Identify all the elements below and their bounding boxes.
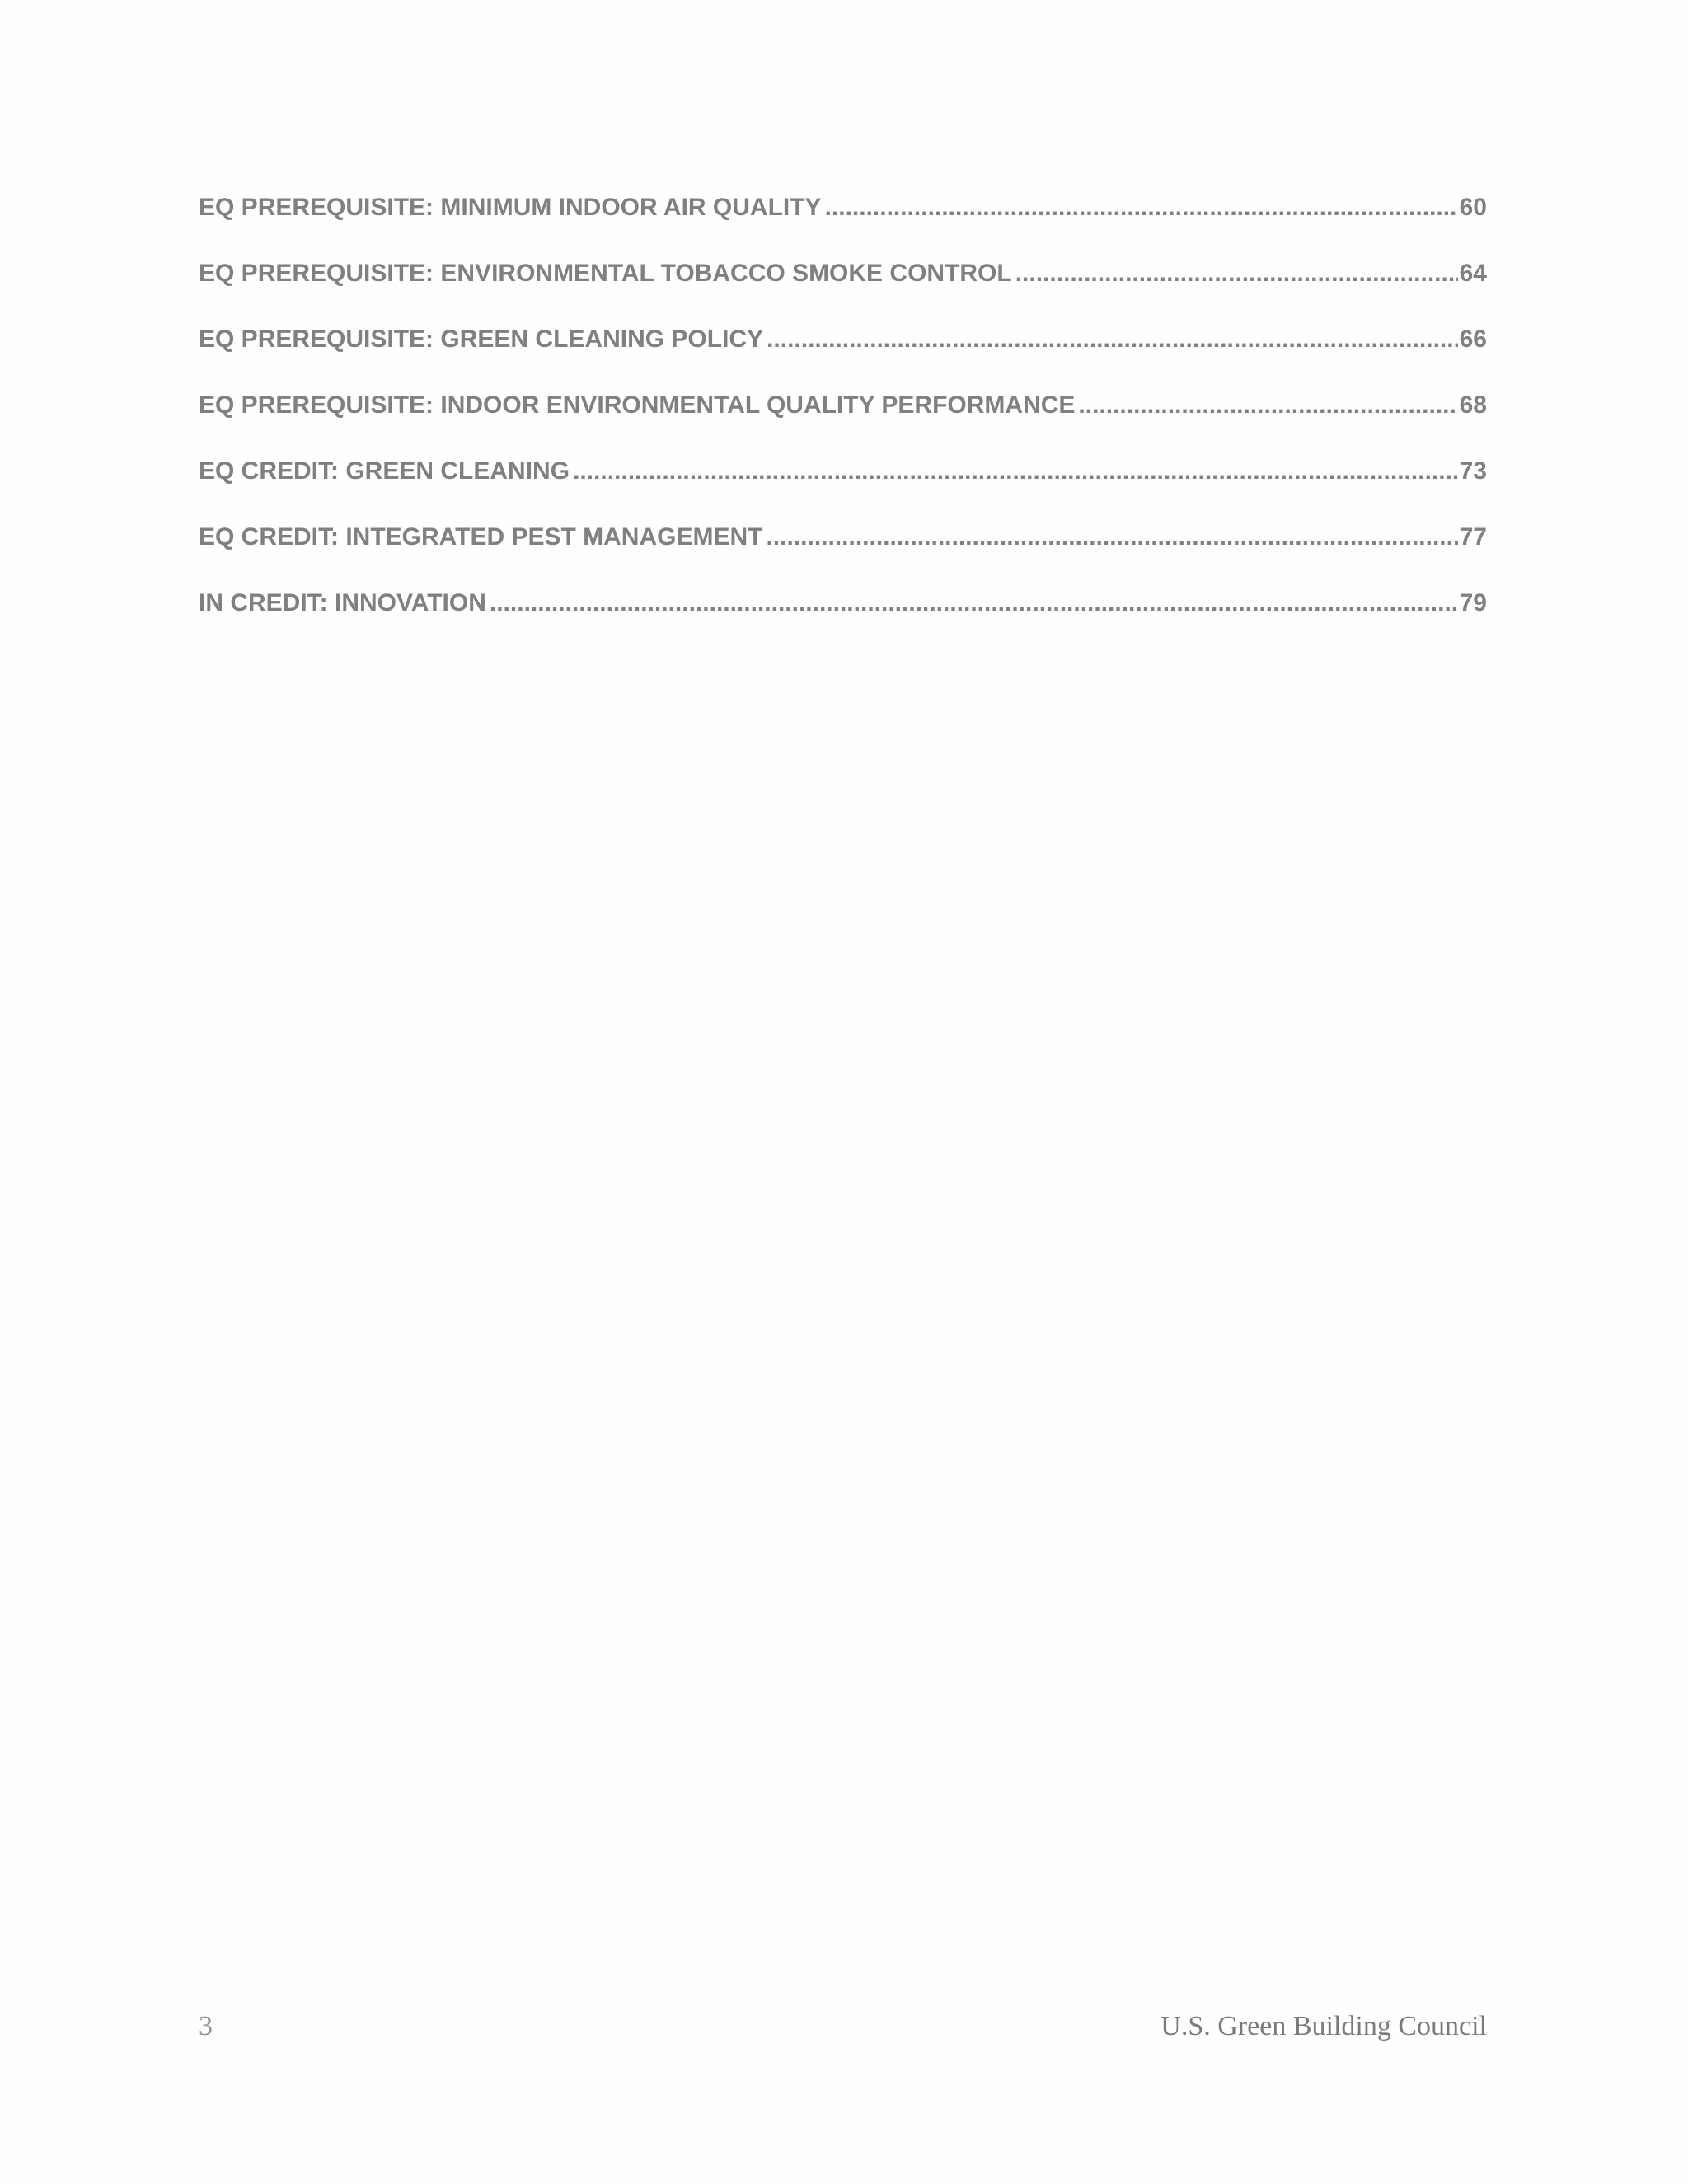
toc-entry-page: 60: [1459, 194, 1487, 221]
toc-entry-title: EQ CREDIT: GREEN CLEANING: [199, 457, 570, 485]
toc-entry-page: 77: [1459, 523, 1487, 551]
toc-entry-page: 73: [1459, 457, 1487, 485]
toc-entry-title: EQ PREREQUISITE: GREEN CLEANING POLICY: [199, 326, 764, 353]
toc-entry-page: 64: [1459, 260, 1487, 287]
toc-dot-leader: [767, 326, 1458, 354]
table-of-contents: [199, 194, 1487, 655]
toc-entry-title: EQ PREREQUISITE: MINIMUM INDOOR AIR QUALITY: [199, 194, 822, 221]
toc-entry[interactable]: [199, 326, 1487, 391]
toc-entry[interactable]: [199, 457, 1487, 523]
toc-dot-leader: [825, 194, 1458, 222]
toc-dot-leader: [1078, 391, 1457, 419]
toc-entry[interactable]: [199, 260, 1487, 326]
toc-entry-page: 68: [1459, 391, 1487, 419]
toc-entry-title: EQ PREREQUISITE: ENVIRONMENTAL TOBACCO SMOKE CONTROL: [199, 260, 1012, 287]
toc-entry-title: EQ PREREQUISITE: INDOOR ENVIRONMENTAL QUALITY PERFORMANCE: [199, 391, 1076, 419]
footer-page-number: 3: [199, 2011, 213, 2041]
toc-entry[interactable]: [199, 391, 1487, 457]
footer-organization: U.S. Green Building Council: [1160, 2011, 1487, 2041]
toc-entry-page: 79: [1459, 589, 1487, 616]
toc-dot-leader: [1015, 260, 1458, 288]
toc-entry-title: IN CREDIT: INNOVATION: [199, 589, 486, 616]
page-footer: [199, 2011, 1487, 2042]
toc-dot-leader: [573, 457, 1458, 485]
toc-dot-leader: [766, 523, 1457, 551]
toc-entry[interactable]: [199, 523, 1487, 589]
toc-entry[interactable]: [199, 589, 1487, 655]
toc-dot-leader: [490, 589, 1458, 617]
toc-entry[interactable]: [199, 194, 1487, 260]
toc-entry-page: 66: [1459, 326, 1487, 353]
toc-entry-title: EQ CREDIT: INTEGRATED PEST MANAGEMENT: [199, 523, 763, 551]
